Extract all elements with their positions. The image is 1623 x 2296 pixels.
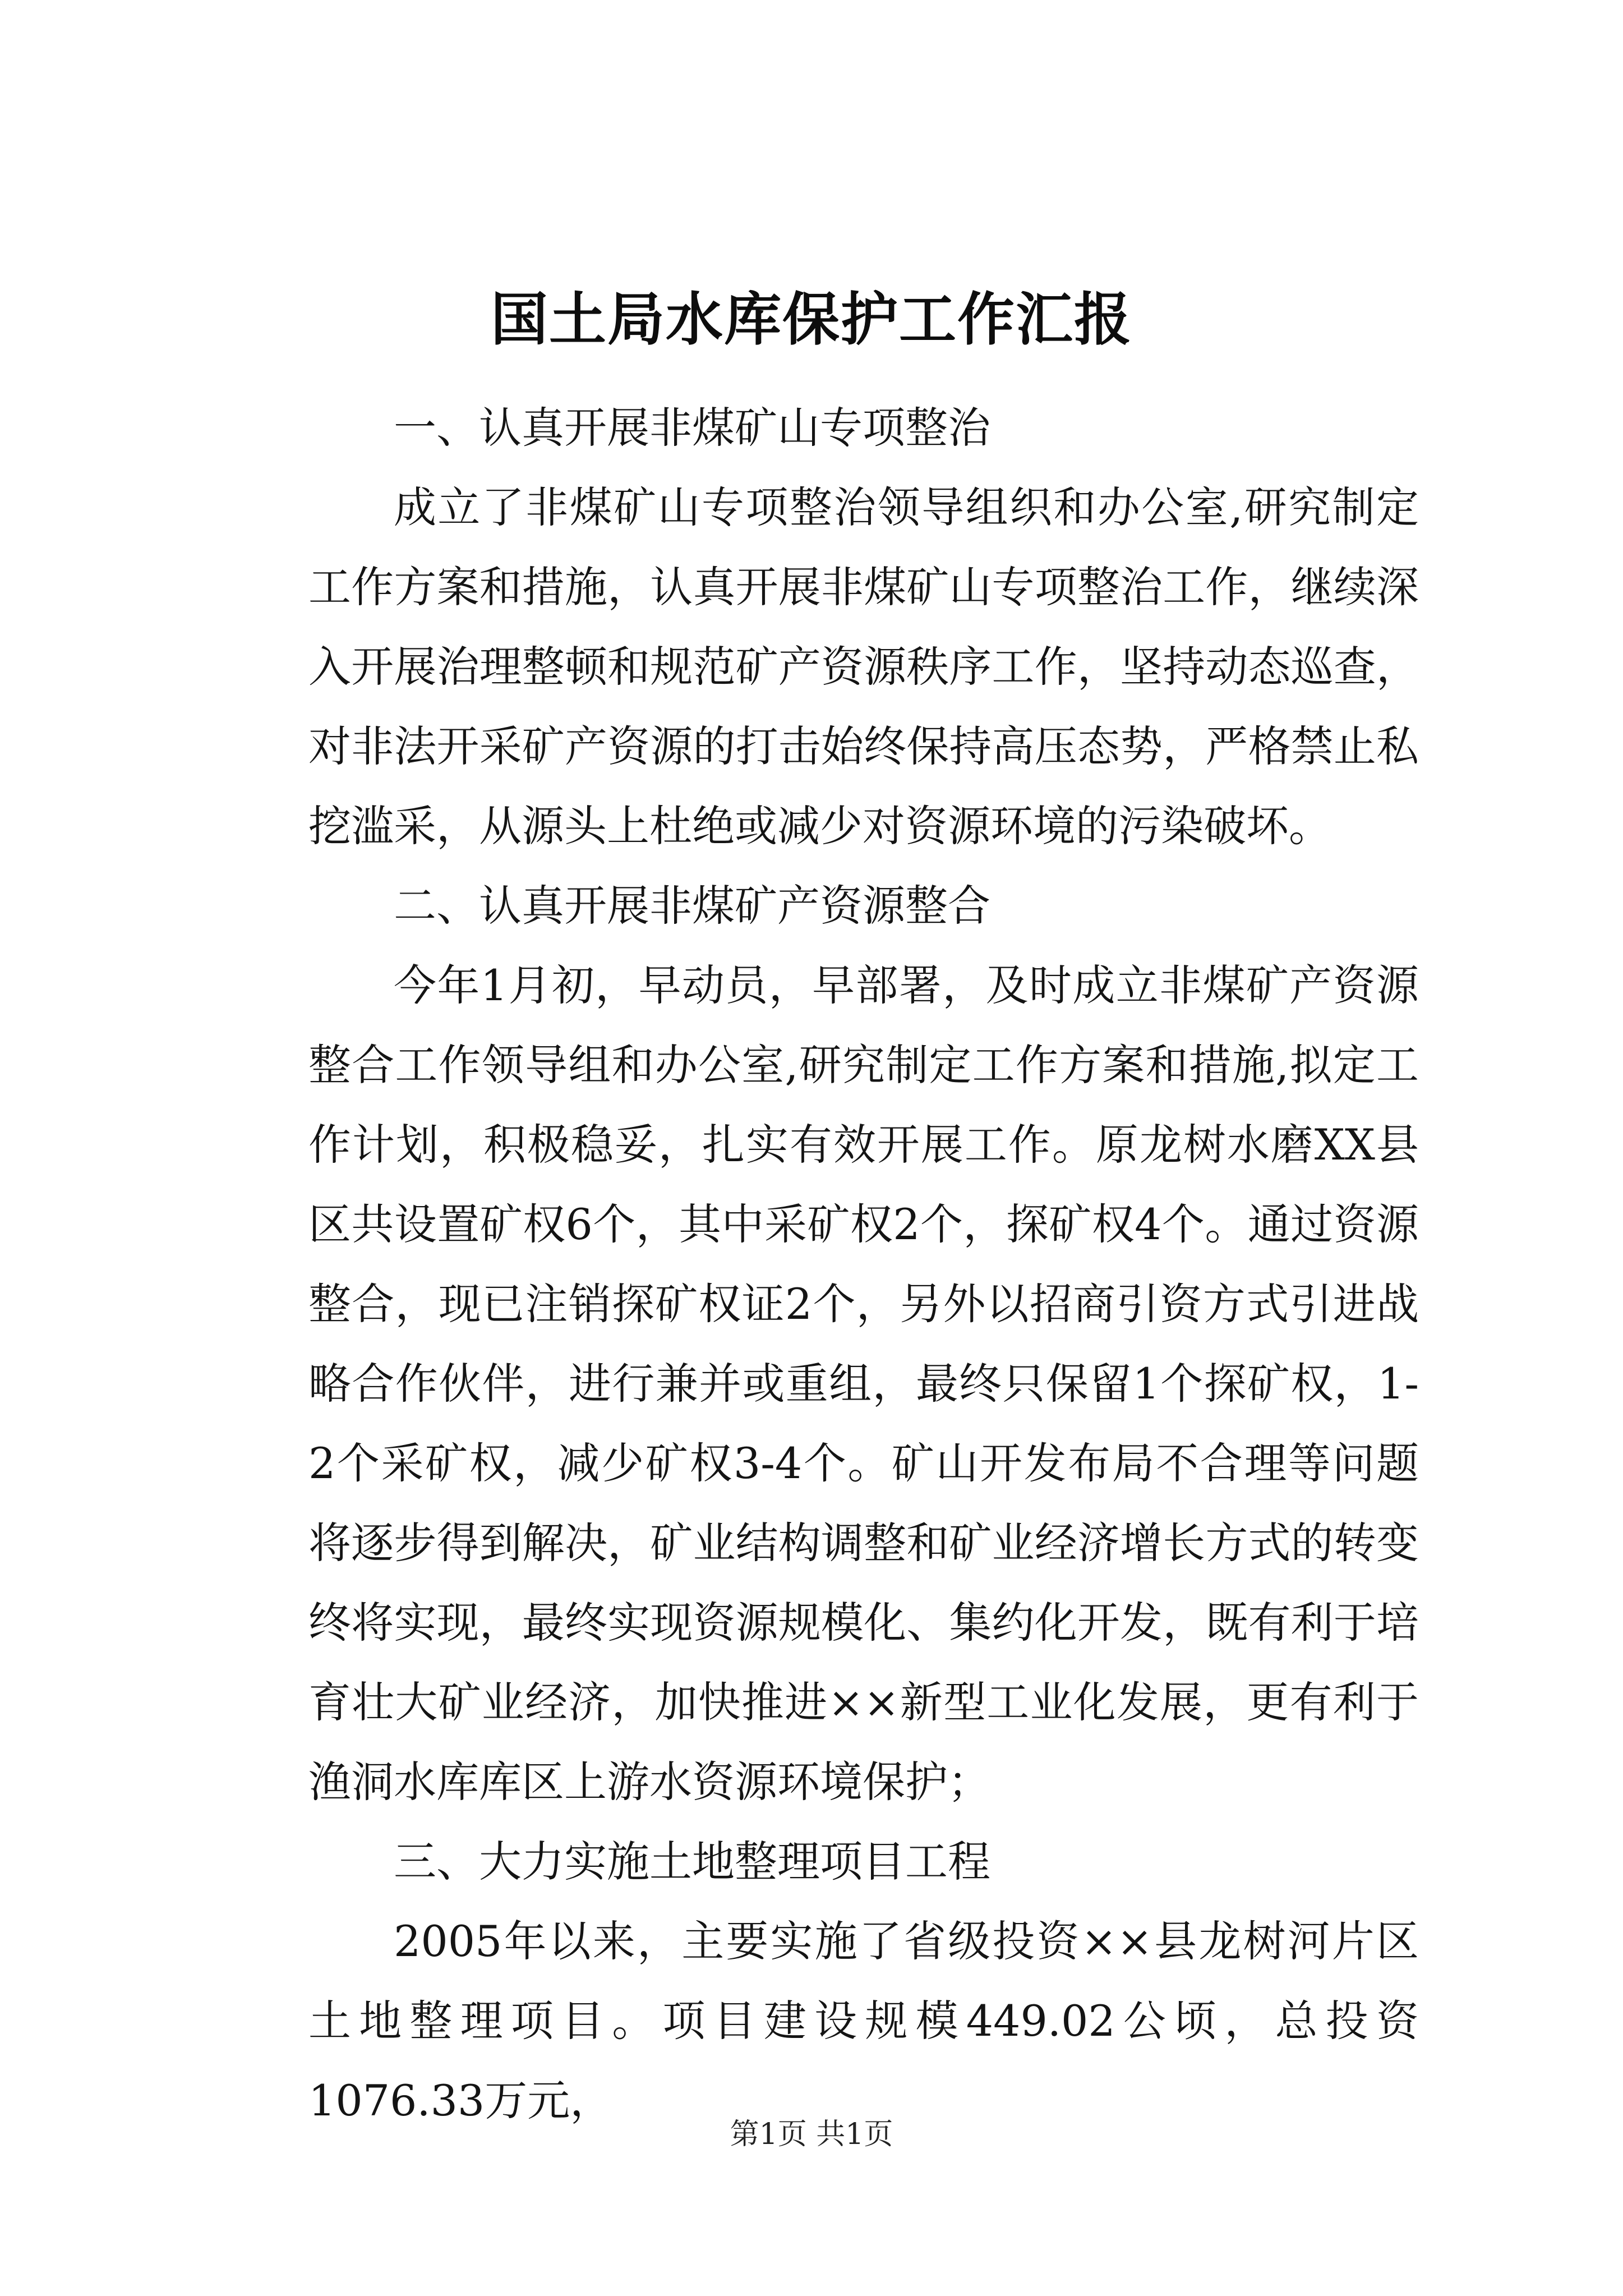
document-title: 国土局水库保护工作汇报	[491, 286, 1132, 353]
section-heading-2: 二、认真开展非煤矿产资源整合	[394, 881, 990, 931]
section-paragraph-2: 今年1月初，早动员，早部署，及时成立非煤矿产资源整合工作领导组和办公室,研究制定工作方案和措施,拟定工作计划，积极稳妥，扎实有效开展工作。原龙树水磨XX县区共设置矿权6个，其中采矿权2个，探矿权4个。通过资源整合，现已注销探矿权证2个，另外以招商引资方式引进战略合作伙伴，进行兼并或重组，最终只保留1个探矿权，1-2个采矿权，减少矿权3-4个。矿山开发布局不合理等问题将逐步得到解决，矿业结构调整和矿业经济增长方式的转变终将实现，最终实现资源规模化、集约化开发，既有利于培育壮大矿业经济，加快推进××新型工业化发展，更有利于渔洞水库库区上游水资源环境保护；	[308, 960, 1419, 1807]
page-number-footer: 第1页 共1页	[730, 2118, 893, 2151]
section-heading-1: 一、认真开展非煤矿山专项整治	[394, 403, 990, 453]
section-paragraph-1: 成立了非煤矿山专项整治领导组织和办公室,研究制定工作方案和措施，认真开展非煤矿山专项整治工作，继续深入开展治理整顿和规范矿产资源秩序工作，坚持动态巡查，对非法开采矿产资源的打击始终保持高压态势，严格禁止私挖滥采，从源头上杜绝或减少对资源环境的污染破坏。	[308, 482, 1419, 851]
document-body	[308, 388, 1419, 2141]
section-paragraph-3: 2005年以来，主要实施了省级投资××县龙树河片区土地整理项目。项目建设规模449.02公顷，总投资1076.33万元，	[308, 1916, 1419, 2125]
section-heading-3: 三、大力实施土地整理项目工程	[394, 1837, 990, 1887]
